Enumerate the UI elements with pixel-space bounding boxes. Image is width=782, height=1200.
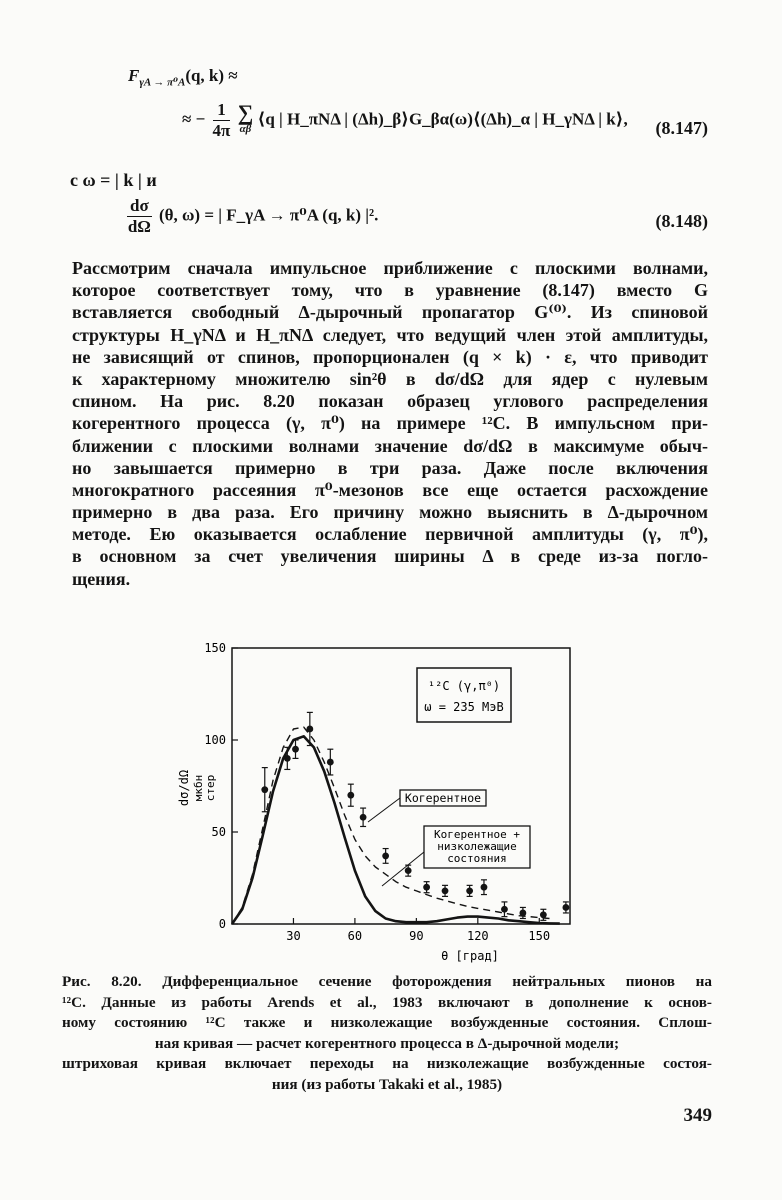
eq2-frac-num: dσ: [127, 196, 152, 217]
eq1-frac-num: 1: [213, 100, 231, 121]
data-point: [501, 906, 508, 913]
eq-number-8-147: (8.147): [655, 118, 708, 138]
legend-dashed-line-2: низколежащие: [437, 840, 517, 853]
paragraph-line: методе. Ею оказывается ослабление первичной амплитуды (γ, π⁰),: [72, 524, 708, 545]
paragraph-line: щения.: [72, 568, 131, 589]
data-point: [327, 759, 334, 766]
x-tick-label: 150: [528, 929, 551, 943]
eq-number-8-148: (8.148): [655, 211, 708, 231]
data-point: [284, 755, 291, 762]
y-label-main: dσ/dΩ: [177, 769, 191, 807]
x-axis-label: θ [град]: [441, 949, 499, 963]
eq-8-147-rhs: [182, 100, 628, 141]
legend-solid-pointer: [368, 798, 400, 822]
paragraph-line: которое соответствует тому, что в уравнение (8.147) вместо G: [72, 280, 708, 301]
y-label-units-top: мкбн: [192, 774, 205, 802]
eq1-lhs-symbol: F: [128, 66, 140, 85]
page-number: 349: [683, 1105, 712, 1126]
y-axis-label: [177, 770, 217, 806]
paragraph-line: вставляется свободный Δ-дырочный пропагатор G⁽⁰⁾. Из спиновой: [72, 302, 708, 323]
eq2-body: (θ, ω) = | F_γA → π⁰A (q, k) |².: [158, 205, 379, 225]
x-tick-label: 30: [286, 929, 301, 943]
eq1-lhs-subscript: γA → π⁰A: [139, 76, 186, 89]
data-point: [563, 904, 570, 911]
eq1-sum-subscript: αβ: [239, 122, 252, 135]
legend-dashed-line-3: состояния: [447, 852, 507, 865]
caption-line: ная кривая — расчет когерентного процесса в Δ-дырочной модели;: [154, 1034, 620, 1052]
y-tick-label: 0: [218, 917, 226, 931]
inset-reaction: ¹²C (γ,π⁰): [427, 679, 501, 693]
paragraph-line: спином. На рис. 8.20 показан образец углового распределения: [72, 391, 708, 412]
eq-8-147-lhs: [128, 66, 238, 88]
y-tick-label: 150: [204, 641, 226, 655]
eq1-sum-sign: ∑: [237, 99, 254, 125]
with-text: с ω = | k | и: [70, 170, 157, 190]
eq1-rhs-prefix: ≈ −: [182, 109, 206, 129]
x-tick-label: 90: [409, 929, 424, 943]
caption-line: Рис. 8.20. Дифференциальное сечение фоторождения нейтральных пионов на: [62, 973, 712, 990]
eq2-fraction: [127, 196, 152, 237]
data-point: [405, 867, 412, 874]
eq1-frac-den: 4π: [212, 121, 231, 140]
eq1-body: ⟨q | H_πNΔ | (Δh)_β⟩G_βα(ω)⟨(Δh)_α | H_γNΔ | k⟩,: [257, 109, 628, 129]
paragraph-line: многократного рассеяния π⁰-мезонов все еще остается расхождение: [72, 479, 708, 500]
paragraph-line: к характерному множителю sin²θ в dσ/dΩ для ядер с нулевым: [72, 368, 708, 389]
eq2-frac-den: dΩ: [127, 217, 151, 236]
eq-8-148: [124, 196, 378, 237]
data-point: [540, 911, 547, 918]
plot-frame: [232, 648, 570, 924]
body-paragraph: [72, 257, 708, 590]
chart-axes: [232, 648, 570, 924]
y-label-units-bottom: стер: [204, 774, 217, 802]
x-tick-label: 60: [347, 929, 363, 943]
data-point: [481, 884, 488, 891]
inset-energy: ω = 235 МэВ: [424, 700, 504, 714]
data-point: [360, 814, 367, 821]
eq1-sum: [237, 99, 254, 137]
y-tick-label: 100: [204, 733, 226, 747]
data-point: [306, 726, 313, 733]
paragraph-line: структуры H_γNΔ и H_πNΔ следует, что ведущий член этой амплитуды,: [72, 324, 708, 345]
paragraph-line: примерно в два раза. Его причину можно выяснить в Δ-дырочном: [72, 502, 708, 523]
data-point: [423, 884, 430, 891]
legend-solid-label: Когерентное: [404, 791, 482, 805]
data-point: [292, 746, 299, 753]
data-point: [382, 853, 389, 860]
caption-line: ния (из работы Takaki et al., 1985): [271, 1075, 503, 1093]
paragraph-line: но завышается примерно в три раза. Даже после включения: [72, 457, 708, 478]
paragraph-line: когерентного процесса (γ, π⁰) на примере ¹²C. В импульсном при-: [72, 413, 708, 434]
data-point: [347, 792, 354, 799]
eq1-fraction: [213, 100, 231, 141]
chart-points: [261, 712, 569, 920]
y-tick-label: 50: [211, 825, 226, 839]
legend-dashed-line-1: Когерентное +: [433, 828, 521, 841]
caption-line: штриховая кривая включает переходы на низколежащие возбужденные состоя-: [62, 1055, 712, 1072]
paragraph-line: Рассмотрим сначала импульсное приближение с плоскими волнами,: [72, 258, 708, 278]
figure-8-20-chart: [160, 636, 600, 966]
paragraph-line: не зависящий от спинов, пропорционален (q × k) · ε, что приводит: [72, 346, 708, 367]
data-point: [466, 887, 473, 894]
paragraph-line: в основном за счет увеличения ширины Δ в среде из-за погло-: [72, 546, 708, 567]
data-point: [442, 887, 449, 894]
caption-line: ному состоянию ¹²C также и низколежащие возбужденные состояния. Сплош-: [62, 1014, 712, 1031]
figure-caption: [62, 972, 712, 1095]
data-point: [519, 910, 526, 917]
eq1-lhs-args: (q, k) ≈: [185, 66, 238, 85]
paragraph-line: ближении с плоскими волнами значение dσ/dΩ в максимуме обыч-: [72, 435, 708, 456]
caption-line: ¹²C. Данные из работы Arends et al., 1983 включают в дополнение к основ-: [62, 993, 712, 1011]
x-tick-label: 120: [466, 929, 489, 943]
data-point: [261, 786, 268, 793]
